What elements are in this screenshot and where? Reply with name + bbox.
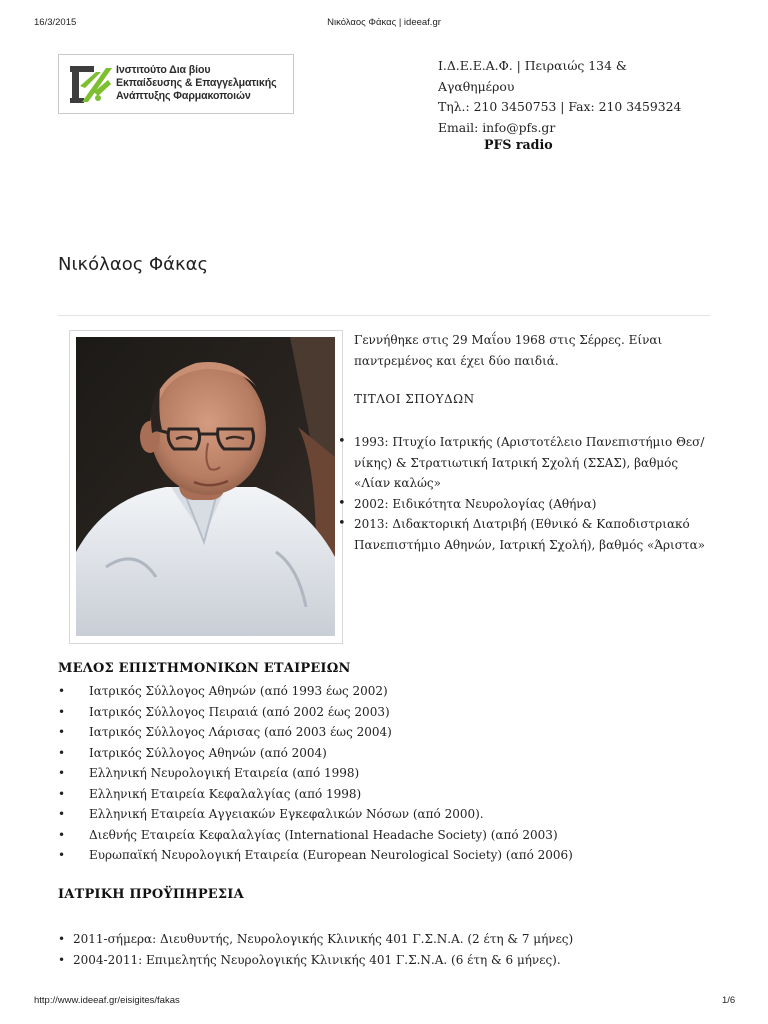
- list-item: • Ελληνική Εταιρεία Αγγειακών Εγκεφαλικών Νόσων (από 2000).: [58, 804, 573, 825]
- memberships-heading: ΜΕΛΟΣ ΕΠΙΣΤΗΜΟΝΙΚΩΝ ΕΤΑΙΡΕΙΩΝ: [58, 661, 351, 676]
- list-item: • 1993: Πτυχίο Ιατρικής (Αριστοτέλειο Πανεπιστήμιο Θεσ/νίκης) & Στρατιωτική Ιατρική Σχολή (ΣΣΑΣ), βαθμός «Λίαν καλώς»: [354, 432, 714, 494]
- contact-email[interactable]: Email: info@pfs.gr: [438, 119, 556, 135]
- print-date: 16/3/2015: [34, 17, 77, 28]
- list-item: • 2002: Ειδικότητα Νευρολογίας (Αθήνα): [354, 494, 714, 515]
- bio-intro: Γεννήθηκε στις 29 Μαΐου 1968 στις Σέρρες. Είναι παντρεμένος και έχει δύο παιδιά.: [354, 333, 663, 368]
- pfs-radio-link[interactable]: PFS radio: [484, 137, 553, 152]
- list-item: • 2013: Διδακτορική Διατριβή (Εθνικό & Καποδιστριακό Πανεπιστήμιο Αθηνών, Ιατρική Σχολή), βαθμός «Άριστα»: [354, 514, 714, 555]
- list-item: • 2004-2011: Επιμελητής Νευρολογικής Κλινικής 401 Γ.Σ.Ν.Α. (6 έτη & 6 μήνες).: [58, 950, 573, 971]
- list-item: • 2011-σήμερα: Διευθυντής, Νευρολογικής Κλινικής 401 Γ.Σ.Ν.Α. (2 έτη & 7 μήνες): [58, 929, 573, 950]
- list-item: • Ιατρικός Σύλλογος Αθηνών (από 1993 έως 2002): [58, 681, 573, 702]
- print-footer-url: http://www.ideeaf.gr/eisigites/fakas: [34, 995, 180, 1006]
- studies-list: [354, 432, 714, 555]
- list-item: • Ελληνική Εταιρεία Κεφαλαλγίας (από 1998): [58, 784, 573, 805]
- list-item: • Διεθνής Εταιρεία Κεφαλαλγίας (International Headache Society) (από 2003): [58, 825, 573, 846]
- memberships-list: [58, 681, 573, 866]
- list-item: • Ιατρικός Σύλλογος Λάρισας (από 2003 έως 2004): [58, 722, 573, 743]
- contact-address: Ι.Δ.Ε.Ε.Α.Φ. | Πειραιώς 134 &: [438, 58, 627, 73]
- list-item: • Ευρωπαϊκή Νευρολογική Εταιρεία (European Neurological Society) (από 2006): [58, 845, 573, 866]
- site-logo[interactable]: [58, 54, 294, 114]
- institute-logo-icon: [68, 62, 112, 106]
- experience-heading: ΙΑΤΡΙΚΗ ΠΡΟΫΠΗΡΕΣΙΑ: [58, 887, 244, 902]
- divider: [58, 315, 710, 316]
- print-page-title: Νικόλαος Φάκας | ideeaf.gr: [327, 17, 441, 28]
- list-item: • Ελληνική Νευρολογική Εταιρεία (από 1998): [58, 763, 573, 784]
- contact-address-cont: Αγαθημέρου: [438, 78, 515, 94]
- list-item: • Ιατρικός Σύλλογος Πειραιά (από 2002 έως 2003): [58, 702, 573, 723]
- portrait-photo: [76, 337, 335, 636]
- studies-heading: ΤΙΤΛΟΙ ΣΠΟΥΔΩΝ: [354, 392, 475, 406]
- print-page-number: 1/6: [722, 995, 736, 1006]
- list-item: • Ιατρικός Σύλλογος Αθηνών (από 2004): [58, 743, 573, 764]
- logo-text: Ινστιτούτο Δια βίου Εκπαίδευσης & Επαγγελματικής Ανάπτυξης Φαρμακοποιών: [116, 64, 277, 102]
- page-title: Νικόλαος Φάκας: [58, 254, 209, 275]
- contact-info: [438, 56, 708, 138]
- experience-list: [58, 929, 573, 970]
- contact-phone-fax: Τηλ.: 210 3450753 | Fax: 210 3459324: [438, 99, 682, 114]
